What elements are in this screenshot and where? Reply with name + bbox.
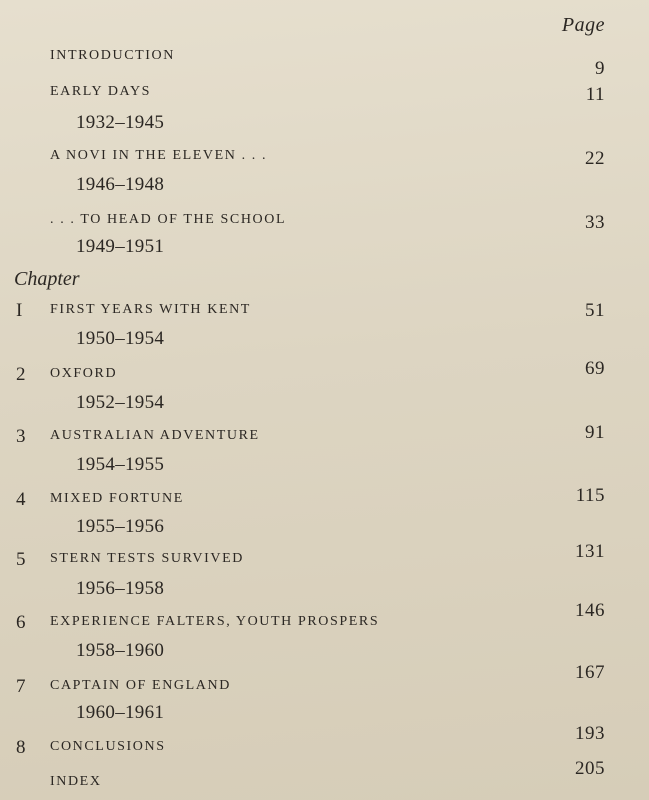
toc-entry-chapter-1[interactable] bbox=[0, 298, 649, 328]
entry-years: 1954–1955 bbox=[76, 454, 165, 475]
toc-entry-early-days[interactable] bbox=[0, 80, 649, 110]
entry-years: 1952–1954 bbox=[76, 392, 165, 413]
entry-title: FIRST YEARS WITH KENT bbox=[50, 302, 251, 317]
toc-entry-chapter-3[interactable] bbox=[0, 424, 649, 454]
toc-entry-to-head-of-the-school[interactable] bbox=[0, 208, 649, 238]
entry-title: CAPTAIN OF ENGLAND bbox=[50, 678, 231, 693]
entry-page-number: 131 bbox=[575, 541, 605, 562]
toc-entry-chapter-8[interactable] bbox=[0, 723, 649, 765]
entry-page-number: 146 bbox=[575, 600, 605, 621]
entry-page-number: 22 bbox=[585, 148, 605, 169]
chapter-number: 8 bbox=[16, 737, 26, 758]
entry-title: INTRODUCTION bbox=[50, 48, 175, 63]
entry-years: 1949–1951 bbox=[76, 236, 165, 257]
toc-entry-chapter-6[interactable] bbox=[0, 600, 649, 640]
entry-page-number: 91 bbox=[585, 422, 605, 443]
entry-years: 1955–1956 bbox=[76, 516, 165, 537]
toc-entry-chapter-2[interactable] bbox=[0, 358, 649, 392]
page-column-heading: Page bbox=[561, 14, 605, 36]
chapter-number: 4 bbox=[16, 489, 26, 510]
chapter-number: 7 bbox=[16, 676, 26, 697]
entry-page-number: 167 bbox=[575, 662, 605, 683]
entry-page-number: 33 bbox=[585, 212, 605, 233]
entry-years: 1946–1948 bbox=[76, 174, 165, 195]
entry-page-number: 51 bbox=[585, 300, 605, 321]
entry-years: 1950–1954 bbox=[76, 328, 165, 349]
chapter-number: 5 bbox=[16, 549, 26, 570]
entry-years: 1958–1960 bbox=[76, 640, 165, 661]
entry-years: 1956–1958 bbox=[76, 578, 165, 599]
entry-title: CONCLUSIONS bbox=[50, 739, 166, 754]
entry-title: EXPERIENCE FALTERS, YOUTH PROSPERS bbox=[50, 614, 380, 629]
entry-page-number: 205 bbox=[575, 758, 605, 779]
chapter-number: I bbox=[16, 300, 23, 321]
toc-entry-a-novi-in-the-eleven[interactable] bbox=[0, 144, 649, 174]
toc-entry-chapter-4[interactable] bbox=[0, 487, 649, 517]
entry-page-number: 193 bbox=[575, 723, 605, 744]
toc-entry-chapter-7[interactable] bbox=[0, 662, 649, 704]
toc-entry-index[interactable] bbox=[0, 758, 649, 800]
chapter-number: 3 bbox=[16, 426, 26, 447]
entry-title: MIXED FORTUNE bbox=[50, 491, 184, 506]
entry-page-number: 11 bbox=[585, 84, 605, 105]
chapter-number: 6 bbox=[16, 612, 26, 633]
entry-title: STERN TESTS SURVIVED bbox=[50, 551, 244, 566]
entry-title: OXFORD bbox=[50, 366, 118, 381]
toc-entry-introduction[interactable] bbox=[0, 44, 649, 79]
chapter-column-heading: Chapter bbox=[14, 268, 80, 290]
entry-page-number: 9 bbox=[595, 58, 605, 79]
entry-title: . . . TO HEAD OF THE SCHOOL bbox=[50, 212, 287, 227]
toc-entry-chapter-5[interactable] bbox=[0, 541, 649, 577]
entry-years: 1932–1945 bbox=[76, 112, 165, 133]
chapter-number: 2 bbox=[16, 364, 26, 385]
entry-page-number: 115 bbox=[575, 485, 605, 506]
entry-title: A NOVI IN THE ELEVEN . . . bbox=[50, 148, 268, 163]
entry-page-number: 69 bbox=[585, 358, 605, 379]
entry-title: AUSTRALIAN ADVENTURE bbox=[50, 428, 260, 443]
entry-title: INDEX bbox=[50, 774, 102, 789]
entry-title: EARLY DAYS bbox=[50, 84, 152, 99]
entry-years: 1960–1961 bbox=[76, 702, 165, 723]
